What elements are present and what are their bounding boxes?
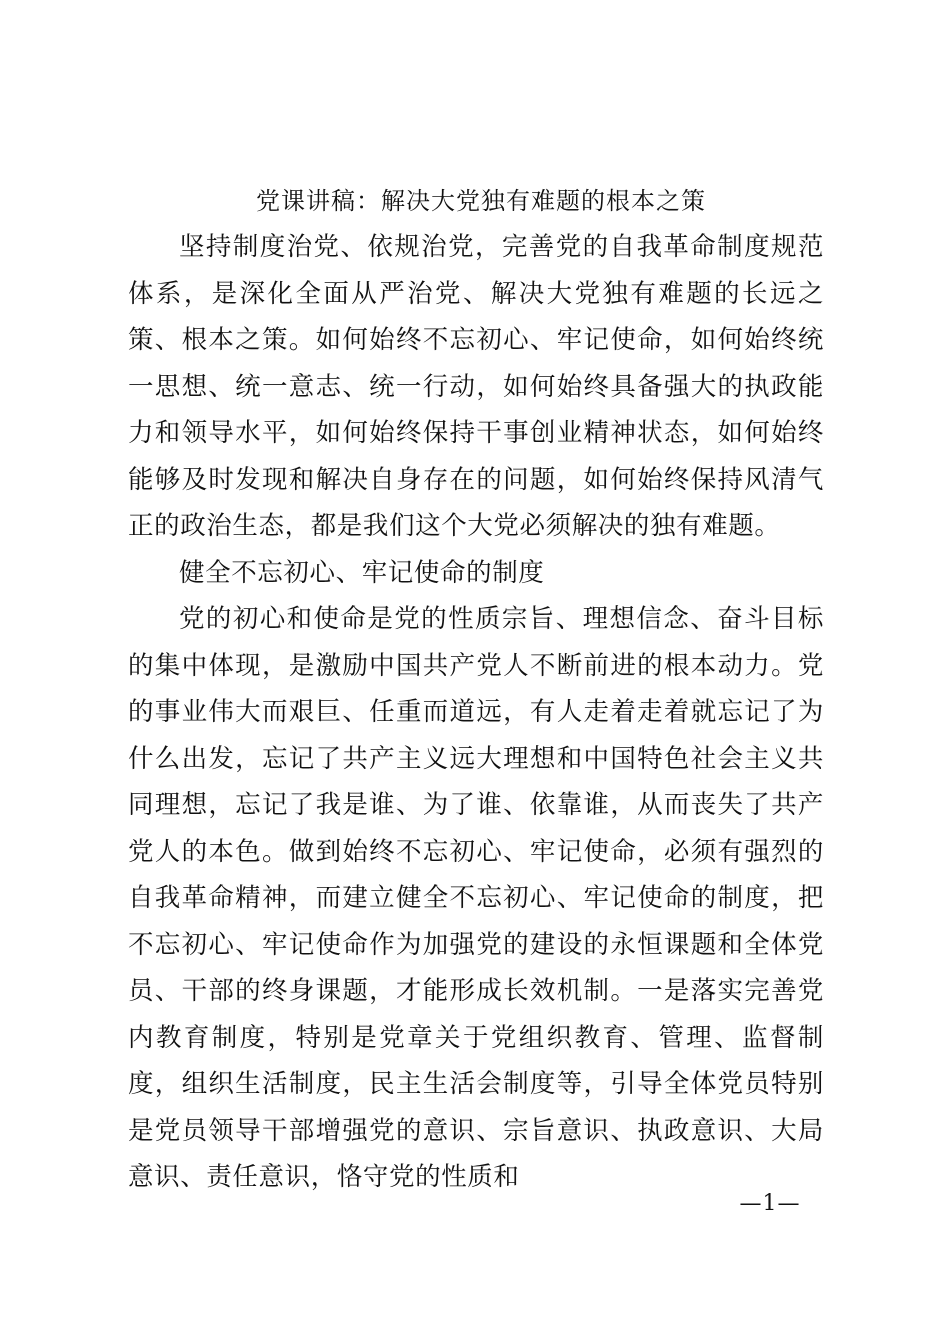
paragraph-intro: 坚持制度治党、依规治党，完善党的自我革命制度规范体系，是深化全面从严治党、解决大党独有难题的长远之策、根本之策。如何始终不忘初心、牢记使命，如何始终统一思想、统一意志、统一行动，如何始终具备强大的执政能力和领导水平，如何始终保持干事创业精神状态，如何始终能够及时发现和解决自身存在的问题，如何始终保持风清气正的政治生态，都是我们这个大党必须解决的独有难题。 xyxy=(128,232,824,541)
paragraph-body: 党的初心和使命是党的性质宗旨、理想信念、奋斗目标的集中体现，是激励中国共产党人不断前进的根本动力。党的事业伟大而艰巨、任重而道远，有人走着走着就忘记了为什么出发，忘记了共产主义远大理想和中国特色社会主义共同理想，忘记了我是谁、为了谁、依靠谁，从而丧失了共产党人的本色。做到始终不忘初心、牢记使命，必须有强烈的自我革命精神，而建立健全不忘初心、牢记使命的制度，把不忘初心、牢记使命作为加强党的建设的永恒课题和全体党员、干部的终身课题，才能形成长效机制。一是落实完善党内教育制度，特别是党章关于党组织教育、管理、监督制度，组织生活制度，民主生活会制度等，引导全体党员特别是党员领导干部增强党的意识、宗旨意识、执政意识、大局意识、责任意识，恪守党的性质和 xyxy=(128,604,824,1192)
document-title: 党课讲稿：解决大党独有难题的根本之策 xyxy=(256,187,706,215)
document-body xyxy=(128,178,824,1201)
page-number: —1— xyxy=(739,1191,801,1216)
section-heading: 健全不忘初心、牢记使命的制度 xyxy=(179,557,545,588)
